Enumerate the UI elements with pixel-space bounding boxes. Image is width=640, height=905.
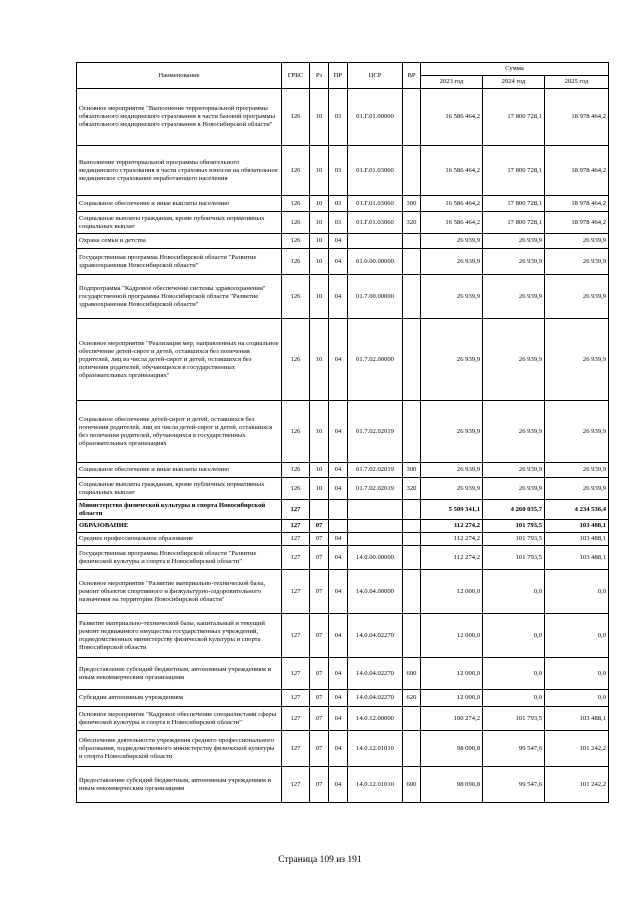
row-name: Предоставление субсидий бюджетным, автономным учреждениям и иным некоммерческим организациям [77,767,282,803]
row-sum-2025: 103 488,1 [545,520,609,533]
row-grbs: 126 [282,478,310,500]
row-sum-2023: 26 939,9 [421,275,483,319]
row-rz: 07 [310,570,329,614]
row-grbs: 126 [282,146,310,196]
row-csr: 01.7.02.02019 [348,401,403,463]
row-csr: 14.0.04.02270 [348,690,403,707]
table-row [77,89,609,146]
row-pr: 04 [329,731,348,767]
table-row [77,212,609,234]
row-sum-2023: 26 939,9 [421,234,483,249]
row-sum-2024: 99 547,6 [483,767,545,803]
table-row [77,690,609,707]
budget-sheet [76,62,608,803]
row-pr: 04 [329,690,348,707]
row-pr: 04 [329,570,348,614]
row-sum-2023: 98 090,8 [421,731,483,767]
header-name: Наименование [77,63,282,89]
row-sum-2023: 26 939,9 [421,478,483,500]
row-name: Подпрограмма "Кадровое обеспечение системы здравоохранения" государственной программы Новосибирской области "Развитие здравоохранения Новосибирской области" [77,275,282,319]
row-csr [348,500,403,520]
row-vr [403,731,421,767]
row-grbs: 127 [282,690,310,707]
row-name: Развитие материально-технической базы, капитальный и текущий ремонт недвижимого имущества государственных учреждений, подведомственных министерству физической культуры и спорта Новосибирской области [77,614,282,658]
row-sum-2024: 17 800 728,1 [483,212,545,234]
row-vr [403,614,421,658]
row-sum-2024: 26 939,9 [483,463,545,478]
row-rz: 10 [310,249,329,275]
header-rz: Рз [310,63,329,89]
row-csr: 14.0.12.01010 [348,731,403,767]
row-grbs: 126 [282,196,310,212]
row-pr: 03 [329,212,348,234]
row-grbs: 127 [282,614,310,658]
row-grbs: 126 [282,275,310,319]
row-vr [403,500,421,520]
row-vr [403,146,421,196]
row-rz: 07 [310,658,329,690]
row-pr: 03 [329,146,348,196]
row-pr: 04 [329,275,348,319]
row-rz: 07 [310,690,329,707]
row-vr: 620 [403,690,421,707]
row-sum-2025: 101 242,2 [545,731,609,767]
row-grbs: 126 [282,89,310,146]
row-pr: 04 [329,533,348,546]
row-rz: 07 [310,533,329,546]
table-row [77,234,609,249]
row-csr: 01.7.00.00000 [348,275,403,319]
row-rz: 10 [310,401,329,463]
row-vr: 600 [403,767,421,803]
row-sum-2024: 26 939,9 [483,319,545,401]
row-name: Социальные выплаты гражданам, кроме публичных нормативных социальных выплат [77,478,282,500]
row-name: Основное мероприятие "Кадровое обеспечение специалистами сферы физической культуры и спорта в Новосибирской области" [77,707,282,731]
header-csr: ЦСР [348,63,403,89]
table-row [77,478,609,500]
row-pr: 04 [329,767,348,803]
row-pr: 04 [329,249,348,275]
header-pr: ПР [329,63,348,89]
row-sum-2024: 17 800 728,1 [483,196,545,212]
row-pr: 04 [329,478,348,500]
row-sum-2025: 18 978 464,2 [545,146,609,196]
row-vr: 600 [403,658,421,690]
row-name: Основное мероприятие "Выполнение территориальной программы обязательного медицинского страхования в части базовой программы обязательного медицинского страхования в Новосибирской области" [77,89,282,146]
row-sum-2025: 0,0 [545,690,609,707]
table-row [77,767,609,803]
table-row [77,520,609,533]
row-sum-2025: 0,0 [545,570,609,614]
row-sum-2023: 26 939,9 [421,249,483,275]
row-sum-2023: 26 939,9 [421,401,483,463]
row-sum-2025: 18 978 464,2 [545,89,609,146]
row-rz: 07 [310,520,329,533]
row-csr: 01.Г.01.03060 [348,146,403,196]
row-sum-2024: 26 939,9 [483,234,545,249]
row-vr [403,401,421,463]
row-csr: 01.0.00.00000 [348,249,403,275]
row-csr: 14.0.04.00000 [348,570,403,614]
row-grbs: 127 [282,570,310,614]
row-sum-2025: 0,0 [545,658,609,690]
row-sum-2025: 26 939,9 [545,319,609,401]
row-sum-2025: 4 234 536,4 [545,500,609,520]
row-name: Обеспечение деятельности учреждения среднего профессионального образования, подведомственного министерству физической культуры и спорта Новосибирской области [77,731,282,767]
row-name: Социальное обеспечение детей-сирот и детей, оставшихся без попечения родителей, лиц из числа детей-сирот и детей, оставшихся без попечения родителей, обучающихся в государственных образовательных организациях [77,401,282,463]
row-csr: 01.7.02.02019 [348,478,403,500]
row-csr: 14.0.04.02270 [348,614,403,658]
row-grbs: 126 [282,249,310,275]
row-vr [403,546,421,570]
row-pr: 04 [329,614,348,658]
row-rz: 10 [310,212,329,234]
header-vr: ВР [403,63,421,89]
table-row [77,146,609,196]
row-vr: 300 [403,463,421,478]
row-grbs: 127 [282,731,310,767]
row-vr [403,319,421,401]
row-vr [403,275,421,319]
row-rz: 10 [310,89,329,146]
row-rz: 10 [310,196,329,212]
row-sum-2023: 12 000,0 [421,658,483,690]
row-grbs: 127 [282,707,310,731]
row-sum-2025: 26 939,9 [545,249,609,275]
row-sum-2023: 12 000,0 [421,570,483,614]
row-pr: 03 [329,89,348,146]
row-sum-2023: 98 090,8 [421,767,483,803]
table-row [77,196,609,212]
table-row [77,707,609,731]
row-vr: 320 [403,478,421,500]
row-pr: 04 [329,707,348,731]
row-csr: 01.Г.01.03060 [348,212,403,234]
row-vr [403,89,421,146]
row-vr [403,707,421,731]
page-number: Страница 109 из 191 [278,855,362,865]
row-grbs: 126 [282,463,310,478]
row-pr [329,520,348,533]
row-name: Социальные выплаты гражданам, кроме публичных нормативных социальных выплат [77,212,282,234]
row-sum-2023: 112 274,2 [421,520,483,533]
row-sum-2025: 103 488,1 [545,533,609,546]
row-sum-2024: 101 793,5 [483,707,545,731]
row-sum-2025: 26 939,9 [545,463,609,478]
table-row [77,319,609,401]
row-vr [403,249,421,275]
row-csr: 01.7.02.00000 [348,319,403,401]
row-csr: 14.0.12.00000 [348,707,403,731]
row-grbs: 126 [282,234,310,249]
row-vr [403,234,421,249]
table-row [77,570,609,614]
row-pr: 04 [329,463,348,478]
table-row [77,249,609,275]
table-body [77,89,609,803]
row-name: Социальное обеспечение и иные выплаты населению [77,196,282,212]
row-sum-2024: 26 939,9 [483,478,545,500]
header-year-2024: 2024 год [483,76,545,89]
row-sum-2024: 0,0 [483,690,545,707]
budget-table [76,62,609,803]
row-name: Государственная программа Новосибирской области "Развитие физической культуры и спорта в Новосибирской области" [77,546,282,570]
row-name: Основное мероприятие "Развитие материально-технической базы, ремонт объектов спортивного и физкультурно-оздоровительного назначения на территории Новосибирской области" [77,570,282,614]
row-sum-2023: 26 939,9 [421,463,483,478]
row-csr: 14.0.04.02270 [348,658,403,690]
row-name: Выполнение территориальной программы обязательного медицинского страхования в части страховых взносов на обязательное медицинское страхование неработающего населения [77,146,282,196]
row-pr: 04 [329,401,348,463]
row-name: Охрана семьи и детства [77,234,282,249]
row-vr [403,570,421,614]
row-sum-2025: 18 978 464,2 [545,212,609,234]
row-pr: 04 [329,546,348,570]
row-grbs: 126 [282,401,310,463]
header-sum: Сумма [421,63,609,76]
row-sum-2024: 101 793,5 [483,546,545,570]
table-row [77,275,609,319]
row-sum-2024: 101 793,5 [483,533,545,546]
row-name: ОБРАЗОВАНИЕ [77,520,282,533]
row-sum-2023: 12 000,0 [421,614,483,658]
row-pr: 04 [329,234,348,249]
row-sum-2024: 26 939,9 [483,401,545,463]
row-sum-2024: 17 800 728,1 [483,146,545,196]
row-sum-2025: 0,0 [545,614,609,658]
row-rz [310,500,329,520]
row-csr [348,234,403,249]
row-csr: 01.7.02.02019 [348,463,403,478]
row-name: Основное мероприятие "Реализация мер, направленных на социальное обеспечение детей-сирот и детей, оставшихся без попечения родителей, лиц из числа детей-сирот и детей, оставшихся без попечения родителей, обучающихся в государственных образовательных организациях" [77,319,282,401]
row-rz: 10 [310,146,329,196]
row-rz: 07 [310,707,329,731]
row-sum-2025: 26 939,9 [545,275,609,319]
header-grbs: ГРБС [282,63,310,89]
table-row [77,546,609,570]
row-sum-2023: 26 939,9 [421,319,483,401]
row-rz: 10 [310,463,329,478]
row-sum-2025: 18 978 464,2 [545,196,609,212]
row-sum-2024: 0,0 [483,658,545,690]
row-sum-2024: 0,0 [483,570,545,614]
row-pr: 04 [329,319,348,401]
table-row [77,614,609,658]
row-sum-2025: 101 242,2 [545,767,609,803]
row-sum-2024: 99 547,6 [483,731,545,767]
row-csr: 01.Г.01.03060 [348,196,403,212]
row-csr: 01.Г.01.00000 [348,89,403,146]
table-row [77,533,609,546]
row-rz: 10 [310,478,329,500]
row-rz: 07 [310,546,329,570]
row-sum-2024: 26 939,9 [483,275,545,319]
row-rz: 10 [310,234,329,249]
header-year-2023: 2023 год [421,76,483,89]
row-name: Предоставление субсидий бюджетным, автономным учреждениям и иным некоммерческим организациям [77,658,282,690]
table-row [77,658,609,690]
row-sum-2024: 17 800 728,1 [483,89,545,146]
row-pr: 04 [329,658,348,690]
header-year-2025: 2025 год [545,76,609,89]
row-grbs: 126 [282,319,310,401]
row-sum-2025: 103 488,1 [545,546,609,570]
row-sum-2025: 103 488,1 [545,707,609,731]
row-rz: 07 [310,767,329,803]
row-name: Среднее профессиональное образование [77,533,282,546]
row-sum-2023: 16 586 464,2 [421,212,483,234]
row-vr [403,533,421,546]
row-sum-2023: 16 586 464,2 [421,196,483,212]
row-vr: 300 [403,196,421,212]
table-row [77,500,609,520]
row-csr [348,520,403,533]
row-vr: 320 [403,212,421,234]
row-grbs: 126 [282,212,310,234]
row-grbs: 127 [282,546,310,570]
row-rz: 07 [310,614,329,658]
row-sum-2024: 0,0 [483,614,545,658]
row-grbs: 127 [282,500,310,520]
table-row [77,401,609,463]
row-grbs: 127 [282,533,310,546]
row-sum-2023: 16 586 464,2 [421,146,483,196]
row-grbs: 127 [282,767,310,803]
row-pr: 03 [329,196,348,212]
row-rz: 10 [310,275,329,319]
row-rz: 10 [310,319,329,401]
row-name: Государственная программа Новосибирской области "Развитие здравоохранения Новосибирской области" [77,249,282,275]
row-sum-2023: 12 000,0 [421,690,483,707]
row-pr [329,500,348,520]
row-sum-2023: 112 274,2 [421,546,483,570]
row-grbs: 127 [282,520,310,533]
row-sum-2023: 16 586 464,2 [421,89,483,146]
table-row [77,731,609,767]
row-csr: 14.0.12.01010 [348,767,403,803]
row-sum-2024: 26 939,9 [483,249,545,275]
row-sum-2023: 112 274,2 [421,533,483,546]
row-name: Субсидии автономным учреждениям [77,690,282,707]
row-grbs: 127 [282,658,310,690]
row-sum-2024: 101 793,5 [483,520,545,533]
row-name: Министерство физической культуры и спорта Новосибирской области [77,500,282,520]
row-sum-2023: 5 509 341,1 [421,500,483,520]
table-row [77,463,609,478]
row-sum-2025: 26 939,9 [545,478,609,500]
row-csr [348,533,403,546]
row-sum-2025: 26 939,9 [545,234,609,249]
row-sum-2024: 4 260 035,7 [483,500,545,520]
row-vr [403,520,421,533]
row-name: Социальное обеспечение и иные выплаты населению [77,463,282,478]
row-csr: 14.0.00.00000 [348,546,403,570]
row-sum-2025: 26 939,9 [545,401,609,463]
row-sum-2023: 100 274,2 [421,707,483,731]
row-rz: 07 [310,731,329,767]
